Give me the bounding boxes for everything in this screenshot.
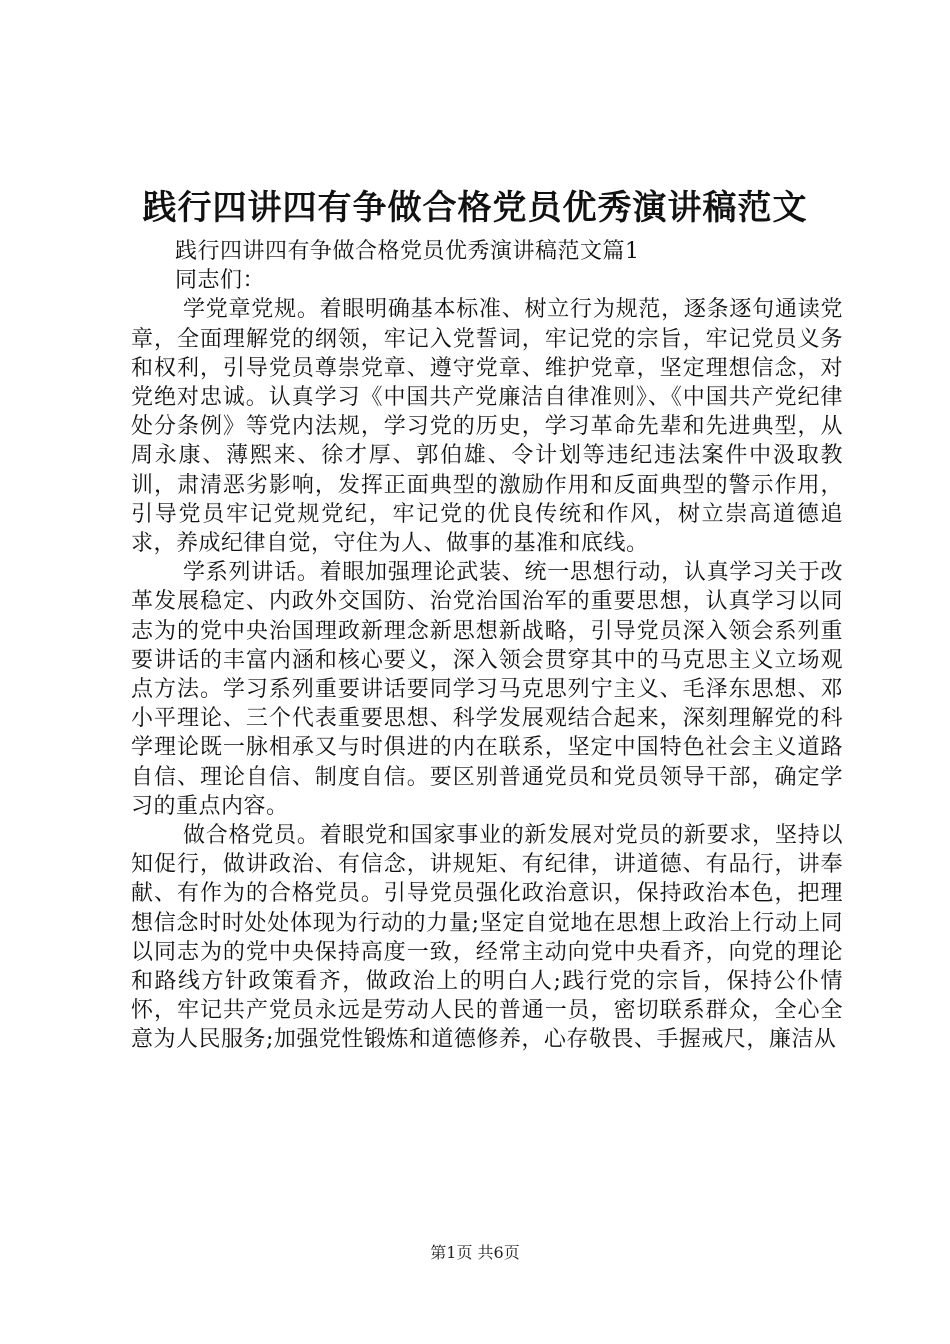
- section-subtitle: 践行四讲四有争做合格党员优秀演讲稿范文篇1: [175, 239, 640, 264]
- paragraph: 做合格党员。着眼党和国家事业的新发展对党员的新要求，坚持以知促行，做讲政治、有信念，讲规矩、有纪律，讲道德、有品行，讲奉献、有作为的合格党员。引导党员强化政治意识，保持政治本色，把理想信念时时处处体现为行动的力量;坚定自觉地在思想上政治上行动上同以同志为的党中央保持高度一致，经常主动向党中央看齐，向党的理论和路线方针政策看齐，做政治上的明白人;践行党的宗旨，保持公仆情怀，牢记共产党员永远是劳动人民的普通一员，密切联系群众，全心全意为人民服务;加强党性锻炼和道德修养，心存敬畏、手握戒尺，廉洁从: [131, 823, 843, 1053]
- paragraph: 学党章党规。着眼明确基本标准、树立行为规范，逐条逐句通读党章，全面理解党的纲领，牢记入党誓词，牢记党的宗旨，牢记党员义务和权利，引导党员尊崇党章、遵守党章、维护党章，坚定理想信念，对党绝对忠诚。认真学习《中国共产党廉洁自律准则》、《中国共产党纪律处分条例》等党内法规，学习党的历史，学习革命先辈和先进典型，从周永康、薄熙来、徐才厚、郭伯雄、令计划等违纪违法案件中汲取教训，肃清恶劣影响，发挥正面典型的激励作用和反面典型的警示作用，引导党员牢记党规党纪，牢记党的优良传统和作风，树立崇高道德追求，养成纪律自觉，守住为人、做事的基准和底线。: [131, 297, 843, 557]
- paragraph: 学系列讲话。着眼加强理论武装、统一思想行动，认真学习关于改革发展稳定、内政外交国防、治党治国治军的重要思想，认真学习以同志为的党中央治国理政新理念新思想新战略，引导党员深入领会系列重要讲话的丰富内涵和核心要义，深入领会贯穿其中的马克思主义立场观点方法。学习系列重要讲话要同学习马克思列宁主义、毛泽东思想、邓小平理论、三个代表重要思想、科学发展观结合起来，深刻理解党的科学理论既一脉相承又与时俱进的内在联系，坚定中国特色社会主义道路自信、理论自信、制度自信。要区别普通党员和党员领导干部，确定学习的重点内容。: [131, 560, 843, 819]
- document-title: 践行四讲四有争做合格党员优秀演讲稿范文: [142, 188, 808, 228]
- page-footer: 第1页 共6页: [430, 1243, 520, 1262]
- greeting: 同志们：: [175, 268, 266, 294]
- document-body: [131, 237, 843, 1055]
